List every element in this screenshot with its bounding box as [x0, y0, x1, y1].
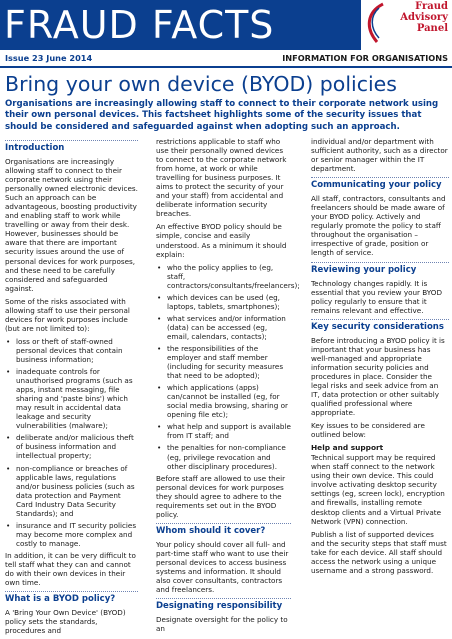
- paragraph: Your policy should cover all full- and part-time staff who want to use their personal devices to access business systems and information. It should also cover consultants, contractors and freelancers.: [156, 539, 289, 595]
- heading-designating-responsibility: Designating responsibility: [156, 601, 283, 612]
- logo-text: [368, 1, 448, 34]
- list-item: • inadequate controls for unauthorised programs (such as apps, instant messaging, file sharing and 'paste bins') which may result in accidental data leakage and security vulnerabilities (malware);: [5, 367, 138, 430]
- list-item: • the responsibilities of the employer and staff member (including for security measures that need to be adopted);: [156, 344, 291, 380]
- list-item: • non-compliance or breaches of applicable laws, regulations and/or business policies (such as data protection and Payment Card Industry Data Security Standards); and: [5, 464, 138, 518]
- article-headline: Bring your own device (BYOD) policies: [5, 72, 397, 96]
- section-divider: [311, 177, 449, 178]
- paragraph: Organisations are increasingly allowing staff to connect to their corporate network using their personally owned electronic devices. Such an approach can be advantageous, boosting productivity and enabling staff to work while travelling or away from their desk. However, businesses should be aware that there are important security issues around the use of personal devices for work purposes, and these need to be carefully considered and safeguarded against.: [5, 157, 138, 293]
- list-item: • what help and support is available from IT staff; and: [156, 422, 291, 440]
- list-item: • which applications (apps) can/cannot be installed (eg, for social media browsing, sharing or opening file etc);: [156, 383, 291, 419]
- paragraph: Designate oversight for the policy to an: [156, 615, 288, 634]
- column-3: [311, 137, 449, 579]
- audience-label: INFORMATION FOR ORGANISATIONS: [282, 53, 448, 63]
- section-divider: [5, 140, 138, 141]
- list-item: • insurance and IT security policies may become more complex and costly to manage.: [5, 521, 138, 548]
- heading-whom-cover: Whom should it cover?: [156, 525, 266, 536]
- paragraph: Before introducing a BYOD policy it is important that your business has well-managed and appropriate information security policies and procedures in place. Consider the legal risks and seek advice from an IT, data protection or other suitably qualified professional where appropriate.: [311, 335, 445, 418]
- issue-bar: [0, 50, 452, 68]
- section-divider: [311, 262, 449, 263]
- subheading-help-support: Help and support: [311, 443, 384, 453]
- paragraph: restrictions applicable to staff who use their personally owned devices to connect to the corporate network from home, at work or while travelling for business purposes. It aims to protect the security of your and your staff) from accidental and deliberate information security breaches.: [156, 137, 287, 219]
- paragraph: An effective BYOD policy should be simple, concise and easily understood. As a minimum it should explain:: [156, 222, 287, 259]
- paragraph: individual and/or department with sufficient authority, such as a director or senior manager within the IT department.: [311, 137, 448, 174]
- risks-list: [5, 337, 138, 548]
- fraud-advisory-panel-logo: [361, 0, 452, 50]
- issue-date: Issue 23 June 2014: [5, 53, 93, 63]
- section-divider: [156, 598, 291, 599]
- newsletter-title: FRAUD FACTS: [4, 3, 275, 47]
- heading-communicating-policy: Communicating your policy: [311, 180, 442, 191]
- paragraph: Some of the risks associated with allowing staff to use their personal devices for work purposes include (but are not limited to):: [5, 296, 130, 333]
- list-item: • the penalties for non-compliance (eg, privilege revocation and other disciplinary procedures).: [156, 443, 291, 470]
- paragraph: Technology changes rapidly. It is essential that you review your BYOD policy regularly to ensure that it remains relevant and effective.: [311, 278, 442, 315]
- paragraph: Key issues to be considered are outlined below:: [311, 421, 425, 440]
- column-2: [156, 137, 300, 637]
- list-item: • which devices can be used (eg, laptops, tablets, smartphones);: [156, 293, 291, 311]
- header-banner: [0, 0, 452, 50]
- paragraph: Before staff are allowed to use their personal devices for work purposes they should agree to adhere to the requirements set out in the BYOD policy.: [156, 473, 286, 519]
- heading-introduction: Introduction: [5, 143, 65, 153]
- list-item: • what services and/or information (data) can be accessed (eg, email, calendars, contacts);: [156, 314, 291, 341]
- heading-what-is-byod: What is a BYOD policy?: [5, 594, 116, 605]
- paragraph: A 'Bring Your Own Device' (BYOD) policy sets the standards, procedures and: [5, 608, 126, 636]
- section-divider: [156, 523, 291, 524]
- list-item: • deliberate and/or malicious theft of business information and intellectual property;: [5, 433, 138, 460]
- paragraph: In addition, it can be very difficult to tell staff what they can and cannot do with their own devices in their own time.: [5, 550, 136, 588]
- logo-line-1: Fraud: [415, 1, 448, 12]
- section-divider: [5, 591, 138, 592]
- policy-items-list: [156, 262, 300, 471]
- paragraph: All staff, contractors, consultants and freelancers should be made aware of your BYOD policy. Actively and regularly promote the policy to staff throughout the organisation – irrespective of grade, position or length of service.: [311, 194, 446, 258]
- heading-key-security: Key security considerations: [311, 321, 444, 332]
- logo-line-2: Advisory: [400, 12, 448, 23]
- paragraph: Technical support may be required when staff connect to the network using their own device. This could involve activating desktop security settings (eg, screen lock), encryption and firewalls, installing remote desktop clients and a Virtual Private Network (VPN) connection.: [311, 453, 445, 526]
- list-item: • who the policy applies to (eg, staff, contractors/consultants/freelancers);: [156, 263, 291, 290]
- logo-line-3: Panel: [416, 23, 448, 34]
- article-intro: Organisations are increasingly allowing staff to connect to their corporate network using their own personal devices. This factsheet highlights some of the security issues that should be considered and safeguarded against when adopting such an approach.: [5, 99, 439, 132]
- paragraph: Publish a list of supported devices and the security steps that staff must take for each device. All staff should access the network using a unique username and a strong password.: [311, 529, 447, 575]
- column-1: [5, 137, 138, 639]
- list-item: • loss or theft of staff-owned personal devices that contain business information;: [5, 337, 138, 364]
- heading-reviewing-policy: Reviewing your policy: [311, 264, 417, 275]
- section-divider: [311, 319, 449, 320]
